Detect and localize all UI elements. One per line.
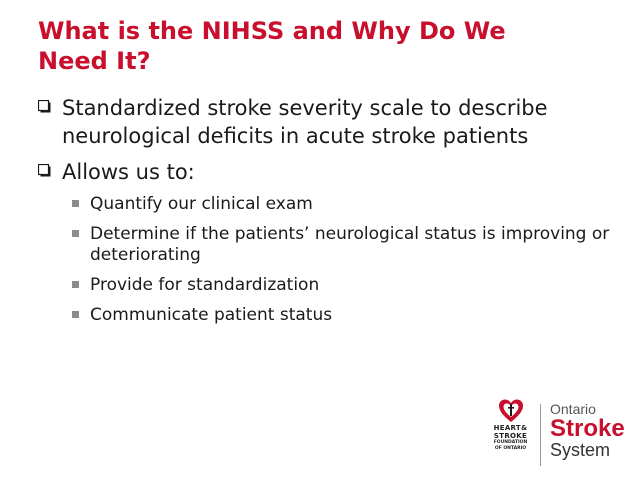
bullet-item: [38, 158, 618, 186]
hs-line-2: STROKE: [493, 432, 528, 440]
footer-logos: [488, 398, 633, 470]
bullet-text: Allows us to:: [62, 160, 195, 184]
sub-bullet-text: Communicate patient status: [90, 305, 333, 325]
sub-bullet-item: [38, 224, 618, 266]
sub-bullet-item: [38, 275, 618, 296]
oss-line-1: Ontario: [550, 401, 596, 417]
slide-title-line-1: What is the NIHSS and Why Do We: [38, 17, 506, 45]
sub-bullet-text: Provide for standardization: [90, 275, 320, 295]
bullet-text: Standardized stroke severity scale to describe neurological deficits in acute stroke patients: [62, 96, 548, 148]
sub-bullet-text: Quantify our clinical exam: [90, 194, 313, 214]
hs-line-1: HEART&: [493, 424, 528, 432]
oss-line-3: System: [550, 440, 611, 460]
slide-title-line-2: Need It?: [38, 47, 151, 75]
slide-title: [38, 16, 608, 76]
square-bullet-icon: [72, 281, 79, 288]
square-bullet-icon: [72, 311, 79, 318]
sub-bullet-item: [38, 194, 618, 215]
slide-content: [38, 94, 618, 335]
bullet-item: [38, 94, 618, 150]
checkbox-bullet-icon: [38, 100, 51, 113]
heart-stroke-logo: [488, 398, 533, 470]
sub-bullet-item: [38, 305, 618, 326]
hs-line-4: OF ONTARIO: [494, 446, 527, 451]
logo-divider: [540, 404, 541, 466]
sub-bullet-text: Determine if the patients’ neurological status is improving or deteriorating: [90, 224, 610, 265]
oss-line-2: Stroke: [550, 415, 625, 442]
hs-line-3: FOUNDATION: [493, 440, 528, 445]
square-bullet-icon: [72, 230, 79, 237]
square-bullet-icon: [72, 200, 79, 207]
checkbox-bullet-icon: [38, 164, 51, 177]
heart-icon: [498, 398, 524, 424]
ontario-stroke-system-logo: [550, 402, 634, 459]
